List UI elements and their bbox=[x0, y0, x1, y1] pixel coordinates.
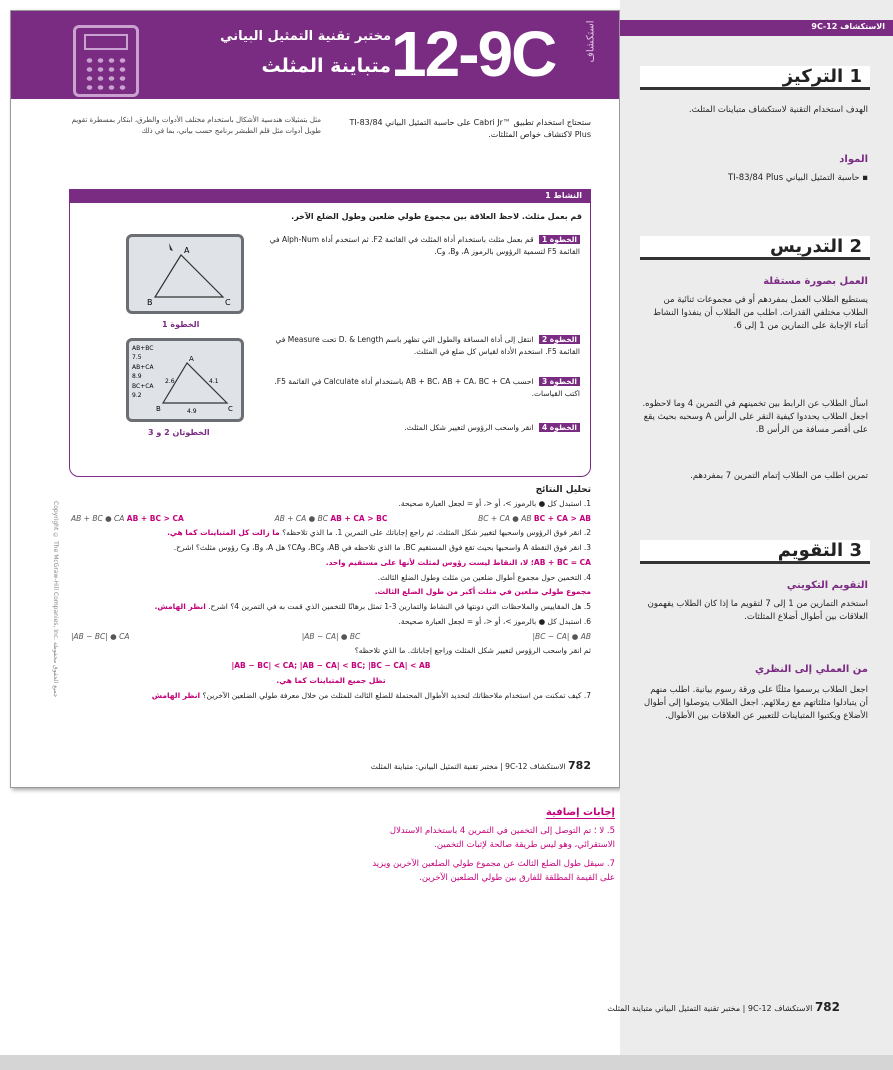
extra-answers-title: إجابات إضافية bbox=[546, 807, 615, 818]
ineq-6a: |AB − BC| ● CA bbox=[71, 632, 130, 641]
screen-value-ab-bc: 7.5 bbox=[132, 354, 142, 361]
ineq-1a-answer: AB + BC > CA bbox=[126, 513, 184, 523]
step-3-tag: الخطوة 3 bbox=[539, 377, 580, 386]
goal-text: الهدف استخدام التقنية لاستكشاف متباينات المثلث. bbox=[688, 105, 868, 115]
extra-answers bbox=[370, 800, 615, 891]
side-ab-value: 2.6 bbox=[165, 378, 175, 385]
step-4-text: انقر واسحب الرؤوس لتغيير شكل المثلث. bbox=[404, 423, 534, 432]
question-6-inequalities bbox=[71, 632, 591, 641]
page-number: 782 bbox=[814, 1000, 840, 1014]
ineq-1b: AB + CA ● BC bbox=[274, 513, 328, 523]
side-bc-value: 4.9 bbox=[187, 408, 197, 415]
vertex-a-label: A bbox=[184, 246, 190, 255]
extra-answer-7: 7. سيقل طول الضلع الثالث عن مجموع طولي الضلعين الآخرين ويزيد على القيمة المطلقة للفارق بين طولي الضلعين الآخرين. bbox=[372, 859, 615, 883]
answer-5: انظر الهامش. bbox=[154, 602, 206, 612]
side-ca-value: 4.1 bbox=[209, 378, 219, 385]
lesson-banner bbox=[11, 11, 620, 99]
bottom-bar bbox=[0, 1055, 893, 1070]
banner-title-line2: متباينة المثلث bbox=[261, 55, 391, 77]
lab-tag: استكشاف bbox=[585, 20, 597, 63]
question-6b: ثم انقر واسحب الرؤوس لتغيير شكل المثلث وراجع إجاباتك. ما الذي تلاحظه؟ bbox=[354, 646, 591, 655]
question-1-inequalities bbox=[71, 514, 591, 523]
standards-note: مثل بتمثيلات هندسية الأشكال باستخدام مختلف الأدوات والطرق، ابتكار بمسطرة تقويم طويل أدوات مثل قلم الطبشر برنامج حسب بياني، بما في ذلك bbox=[71, 116, 321, 135]
step-4 bbox=[260, 422, 580, 434]
analysis-section bbox=[71, 485, 591, 706]
copyright-note: Copyright © The McGraw-Hill Companies, Inc. جميع الحقوق محفوظة bbox=[52, 501, 59, 698]
vertex-b-label-2: B bbox=[156, 405, 161, 413]
assess-subheading: التقويم التكويني bbox=[786, 580, 868, 591]
vertex-c-label: C bbox=[225, 298, 231, 307]
page-footer bbox=[510, 1000, 840, 1014]
question-5: 5. هل المقاييس والملاحظات التي دونتها في النشاط والتمارين 3-1 تمثل برهانًا للتخمين الذي قمت به في التمرين 4؟ اشرح. انظر الهامش. bbox=[154, 602, 591, 612]
screen-label-ab-ca: AB+CA bbox=[132, 364, 154, 371]
answer-4: مجموع طولي ضلعين في مثلث أكبر من طول الضلع الثالث. bbox=[374, 587, 591, 597]
analysis-heading: تحليل النتائج bbox=[535, 485, 591, 495]
practice-subheading: من العملي إلى النظري bbox=[754, 664, 868, 675]
banner-title-line1: مختبر تقنية التمثيل البياني bbox=[220, 29, 391, 44]
teacher-column bbox=[620, 0, 893, 1070]
practice-paragraph: اجعل الطلاب يرسموا مثلثًا على ورقة رسوم بيانية. اطلب منهم أن يتبادلوا مثلثاتهم مع زملائهم. اجعل الطلاب يتوصلوا إلى أطوال الأضلاع ويكتبوا المتباينات للتعبير عن العلاقات بين الأطوال. bbox=[644, 685, 868, 722]
activity-question: قم بعمل مثلث. لاحظ العلاقة بين مجموع طولي ضلعين وطول الضلع الآخر. bbox=[291, 212, 582, 221]
answer-3: AB + BC = CA؛ لا، النقاط ليست رؤوس لمثلث لأنها على مستقيم واحد. bbox=[325, 557, 591, 567]
step-3-text: احسب AB + BC، AB + CA، BC + CA باستخدام أداة Calculate في القائمة F5. اكتب القياسات. bbox=[274, 377, 580, 398]
question-7: 7. كيف تمكنت من استخدام ملاحظاتك لتحديد الأطوال المحتملة للضلع الثالث للمثلث من خلال معرفة طولي الضلعين الآخرين؟ انظر الهامش bbox=[151, 690, 591, 700]
section-focus-heading: 1 التركيز bbox=[640, 66, 870, 90]
step-2-text: انتقل إلى أداة المسافة والطول التي تظهر باسم D. & Length تحت Measure في القائمة F5. استخدم الأداة لقياس كل ضلع في المثلث. bbox=[275, 335, 580, 356]
activity-header: النشاط 1 bbox=[70, 190, 590, 203]
extra-answer-5: 5. لا ؛ تم التوصل إلى التخمين في التمرين 4 باستخدام الاستدلال الاستقرائي، وهو ليس طريقة صالحة لإثبات التخمين. bbox=[389, 826, 615, 850]
step-1 bbox=[260, 234, 580, 257]
ineq-6c: |BC − CA| ● AB bbox=[532, 632, 591, 641]
question-1: 1. استبدل كل ● بالرموز >، أو <، أو = لجعل العبارة صحيحة. bbox=[398, 499, 591, 508]
question-3: 3. انقر فوق النقطة A واسحبها بحيث تقع فوق المستقيم BC. ما الذي تلاحظه في AB، وBC، وCA؟ هل A، وB، وC رؤوس مثلث؟ اشرح. bbox=[173, 542, 591, 552]
question-2: 2. انقر فوق الرؤوس واسحبها لتغيير شكل المثلث. ثم راجع إجاباتك على التمرين 1. ما الذي تلاحظه؟ ما زالت كل المتباينات كما هي. bbox=[167, 527, 591, 537]
caption-step2-3: الخطوتان 2 و 3 bbox=[148, 428, 210, 437]
teach-subheading: العمل بصورة مستقلة bbox=[763, 276, 868, 287]
section-teach-heading: 2 التدريس bbox=[640, 236, 870, 260]
screen-value-bc-ca: 9.2 bbox=[132, 392, 142, 399]
teach-paragraph-2: اسأل الطلاب عن الرابط بين تخمينهم في التمرين 4 وما لاحظوه. اجعل الطلاب يحددوا كيفية النقر على الرأس A وسحبه بحيث يقع على أقصر مسافة من الرأس B. bbox=[642, 399, 868, 436]
activity-box bbox=[69, 189, 591, 477]
ineq-1c-answer: BC + CA > AB bbox=[533, 513, 591, 523]
teach-paragraph-1: يستطيع الطلاب العمل بمفردهم أو في مجموعات ثنائية من الطلاب مختلفي القدرات. اطلب من الطلاب أن ينفذوا النشاط أثناء الإجابة على التمارين من 1 إلى 6. bbox=[653, 295, 868, 332]
student-page bbox=[10, 10, 620, 788]
answer-6: |AB − BC| < CA; |AB − CA| < BC; |BC − CA| < AB bbox=[231, 660, 431, 670]
student-footer-text: الاستكشاف 12-9C | مختبر تقنية التمثيل البياني: متباينة المثلث bbox=[370, 762, 566, 771]
student-page-footer bbox=[331, 759, 591, 772]
teacher-strip-header: الاستكشاف 12-9C bbox=[620, 20, 893, 36]
teach-paragraph-3: تمرين اطلب من الطلاب إتمام التمرين 7 بمفردهم. bbox=[690, 471, 868, 481]
caption-step1: الخطوة 1 bbox=[162, 320, 200, 329]
calculator-screen-step2 bbox=[126, 338, 244, 422]
answer-7: انظر الهامش bbox=[151, 690, 201, 700]
page-footer-text: الاستكشاف 12-9C | مختبر تقنية التمثيل البياني متباينة المثلث bbox=[607, 1004, 813, 1013]
ineq-6b: |AB − CA| ● BC bbox=[301, 632, 361, 641]
answer-2: ما زالت كل المتباينات كما هي. bbox=[167, 527, 280, 537]
intro-text: ستحتاج استخدام تطبيق ™Cabri Jr على حاسبة التمثيل البياني TI-83/84 Plus لاكتشاف خواص المثلثات. bbox=[349, 118, 591, 140]
step-1-text: قم بعمل مثلث باستخدام أداة المثلث في القائمة F2. ثم استخدم أداة Alph-Num في القائمة F5 لتسمية الرؤوس بالرموز A، وB، وC. bbox=[269, 235, 580, 256]
vertex-b-label: B bbox=[147, 298, 153, 307]
ineq-1b-answer: AB + CA > BC bbox=[330, 513, 388, 523]
step-4-tag: الخطوة 4 bbox=[539, 423, 580, 432]
step-2-tag: الخطوة 2 bbox=[539, 335, 580, 344]
student-page-number: 782 bbox=[568, 759, 591, 772]
screen-value-ab-ca: 8.9 bbox=[132, 373, 142, 380]
step-3 bbox=[260, 376, 580, 399]
calculator-icon bbox=[73, 25, 139, 97]
screen-label-ab-bc: AB+BC bbox=[132, 345, 154, 352]
calculator-screen-step1 bbox=[126, 234, 244, 314]
materials-heading: المواد bbox=[839, 154, 868, 165]
ineq-1a: AB + BC ● CA bbox=[71, 513, 125, 523]
assess-paragraph: استخدم التمارين من 1 إلى 7 لتقويم ما إذا كان الطلاب يفهمون العلاقات بين أطوال أضلاع المثلثات. bbox=[647, 599, 868, 623]
screen-label-bc-ca: BC+CA bbox=[132, 383, 154, 390]
vertex-a-label-2: A bbox=[189, 355, 194, 363]
question-6: 6. استبدل كل ● بالرموز >، أو <، أو = لجعل العبارة صحيحة. bbox=[398, 617, 591, 627]
step-2 bbox=[260, 334, 580, 357]
question-4: 4. التخمين حول مجموع أطوال ضلعين من مثلث وطول الضلع الثالث. bbox=[377, 572, 591, 582]
lesson-number: 12-9C bbox=[391, 18, 556, 90]
section-assess-heading: 3 التقويم bbox=[640, 540, 870, 564]
ineq-1c: BC + CA ● AB bbox=[478, 513, 532, 523]
vertex-c-label-2: C bbox=[228, 405, 233, 413]
answer-6b: تظل جميع المتباينات كما هي. bbox=[276, 675, 386, 685]
step-1-tag: الخطوة 1 bbox=[539, 235, 580, 244]
materials-list: ▪ حاسبة التمثيل البياني TI-83/84 Plus bbox=[727, 173, 868, 183]
